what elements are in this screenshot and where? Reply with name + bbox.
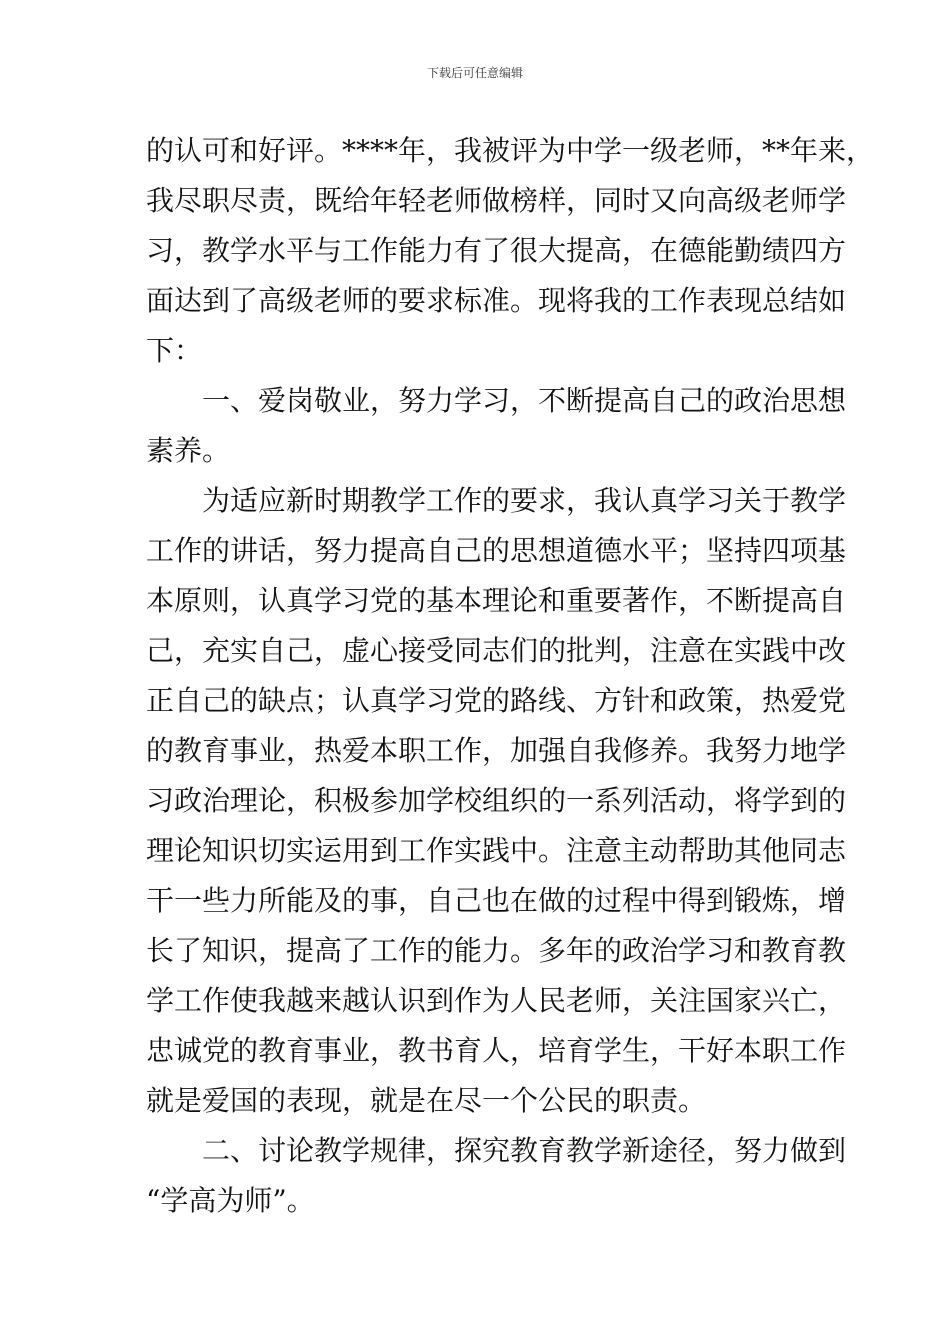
text-line: 为适应新时期教学工作的要求，我认真学习关于教学 <box>202 484 847 517</box>
text-line: 己，充实自己，虚心接受同志们的批判，注意在实践中改 <box>146 634 847 667</box>
text-line: 正自己的缺点；认真学习党的路线、方针和政策，热爱党 <box>146 684 847 717</box>
text-line: 学工作使我越来越认识到作为人民老师，关注国家兴亡， <box>146 984 847 1017</box>
text-line: 的教育事业，热爱本职工作，加强自我修养。我努力地学 <box>146 734 847 767</box>
section-heading-line: “学高为师”。 <box>146 1184 315 1217</box>
text-line: 的认可和好评。****年，我被评为中学一级老师，**年来， <box>146 134 875 167</box>
text-line: 面达到了高级老师的要求标准。现将我的工作表现总结如 <box>146 284 847 317</box>
page-header-note: 下载后可任意编辑 <box>426 66 523 80</box>
text-line: 就是爱国的表现，就是在尽一个公民的职责。 <box>146 1084 707 1117</box>
section-heading-line: 素养。 <box>146 434 231 467</box>
text-line: 忠诚党的教育事业，教书育人，培育学生，干好本职工作 <box>146 1034 847 1067</box>
text-line: 干一些力所能及的事，自己也在做的过程中得到锻炼，增 <box>146 884 847 917</box>
text-line: 习，教学水平与工作能力有了很大提高，在德能勤绩四方 <box>146 234 847 267</box>
text-line: 理论知识切实运用到工作实践中。注意主动帮助其他同志 <box>146 834 847 867</box>
text-line: 长了知识，提高了工作的能力。多年的政治学习和教育教 <box>146 934 847 967</box>
text-line: 本原则，认真学习党的基本理论和重要著作，不断提高自 <box>146 584 847 617</box>
section-heading-line: 一、爱岗敬业，努力学习，不断提高自己的政治思想 <box>202 384 847 417</box>
text-line: 下： <box>146 334 203 367</box>
section-heading-line: 二、讨论教学规律，探究教育教学新途径，努力做到 <box>202 1134 847 1167</box>
text-line: 习政治理论，积极参加学校组织的一系列活动，将学到的 <box>146 784 847 817</box>
text-line: 我尽职尽责，既给年轻老师做榜样，同时又向高级老师学 <box>146 184 847 217</box>
text-line: 工作的讲话，努力提高自己的思想道德水平；坚持四项基 <box>146 534 847 567</box>
document-body <box>146 126 875 1226</box>
